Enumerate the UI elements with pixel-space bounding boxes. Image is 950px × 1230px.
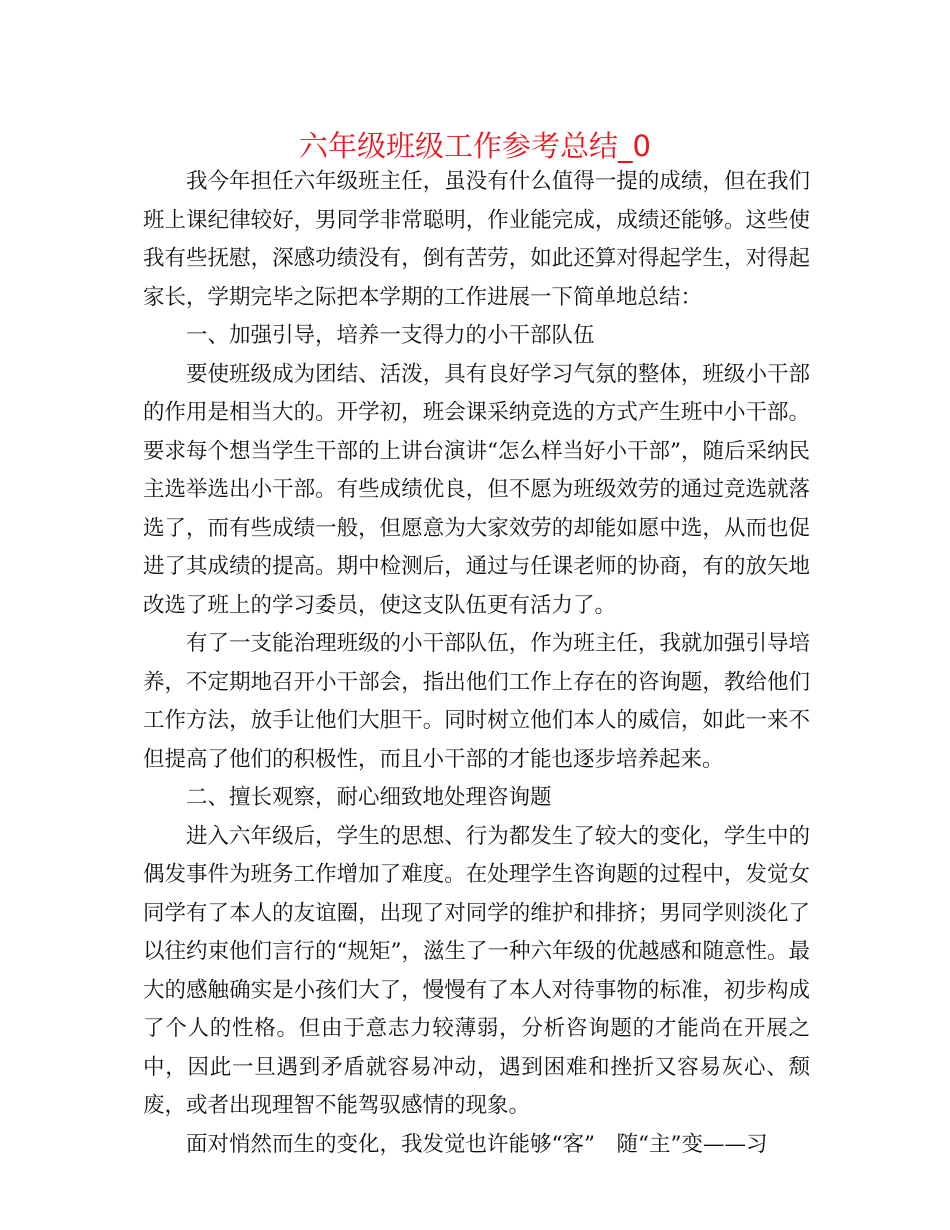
paragraph-section2-b: 面对悄然而生的变化，我发觉也许能够“客” 随“主”变——习 xyxy=(186,1131,768,1157)
paragraph-intro: 我今年担任六年级班主任，虽没有什么值得一提的成绩，但在我们班上课纪律较好，男同学非常聪明，作业能完成，成绩还能够。这些使我有些抚慰，深感功绩没有，倒有苦劳，如此还算对得起学生，对得起家长，学期完毕之际把本学期的工作进展一下简单地总结： xyxy=(143,169,810,310)
paragraph-section2-a: 进入六年级后，学生的思想、行为都发生了较大的变化，学生中的偶发事件为班务工作增加了难度。在处理学生咨询题的过程中，发觉女同学有了本人的友谊圈，出现了对同学的维护和排挤；男同学则淡化了以往约束他们言行的“规矩”，滋生了一种六年级的优越感和随意性。最大的感触确实是小孩们大了，慢慢有了本人对待事物的标准，初步构成了个人的性格。但由于意志力较薄弱，分析咨询题的才能尚在开展之中，因此一旦遇到矛盾就容易冲动，遇到困难和挫折又容易灰心、颓废，或者出现理智不能驾驭感情的现象。 xyxy=(143,823,810,1118)
paragraph-section1-a: 要使班级成为团结、活泼，具有良好学习气氛的整体，班级小干部的作用是相当大的。开学初，班会课采纳竞选的方式产生班中小干部。要求每个想当学生干部的上讲台演讲“怎么样当好小干部”，随后采纳民主选举选出小干部。有些成绩优良，但不愿为班级效劳的通过竞选就落选了，而有些成绩一般，但愿意为大家效劳的却能如愿中选，从而也促进了其成绩的提高。期中检测后，通过与任课老师的协商，有的放矢地改选了班上的学习委员，使这支队伍更有活力了。 xyxy=(143,361,810,618)
document-body xyxy=(143,163,810,1164)
paragraph-section1-b: 有了一支能治理班级的小干部队伍，作为班主任，我就加强引导培养，不定期地召开小干部会，指出他们工作上存在的咨询题，教给他们工作方法，放手让他们大胆干。同时树立他们本人的威信，如此一来不但提高了他们的积极性，而且小干部的才能也逐步培养起来。 xyxy=(143,631,810,772)
section-heading-1: 一、加强引导，培养一支得力的小干部队伍 xyxy=(186,323,595,348)
document-title: 六年级班级工作参考总结_0 xyxy=(299,129,651,163)
section-heading-2: 二、擅长观察，耐心细致地处理咨询题 xyxy=(186,785,552,810)
